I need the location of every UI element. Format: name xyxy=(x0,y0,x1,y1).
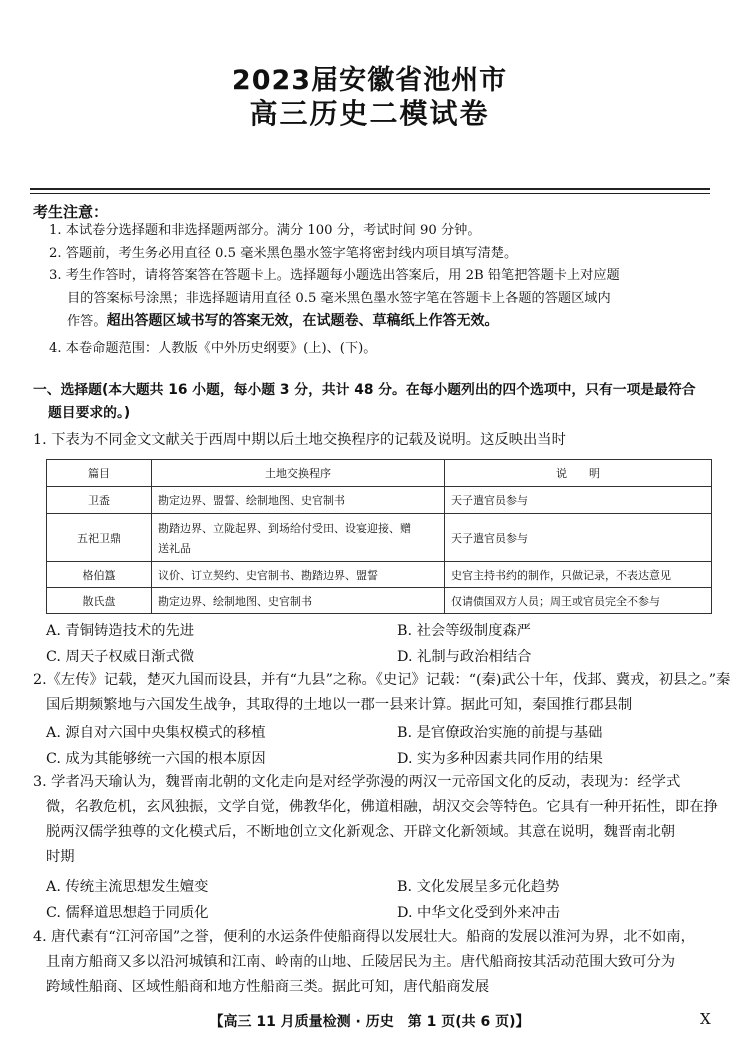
page-footer: 【高三 11 月质量检测 · 历史 第 1 页(共 6 页)】 xyxy=(209,1014,530,1030)
table-cell: 格伯簋 xyxy=(47,562,152,588)
table-cell: 史官主持书约的制作，只做记录，不表达意见 xyxy=(445,562,712,588)
table-cell-line: 送礼品 xyxy=(158,541,191,555)
question-3-line: 微，名教危机，玄风独振，文学自觉，佛教华化，佛道相融，胡汉交会等特色。它具有一种开拓性，即在挣 xyxy=(46,799,718,815)
table-header: 篇目 xyxy=(47,460,152,487)
q2-option-d: D. 实为多种因素共同作用的结果 xyxy=(397,751,603,767)
q1-option-d: D. 礼制与政治相结合 xyxy=(397,649,532,665)
table-row xyxy=(47,562,712,588)
question-4-line: 跨域性船商、区域性船商和地方性船商三类。据此可知，唐代船商发展 xyxy=(46,979,490,995)
question-4-line: 4. 唐代素有“江河帝国”之誉，便利的水运条件使船商得以发展壮大。船商的发展以淮河为界，北不如南， xyxy=(33,929,695,945)
table-row xyxy=(47,588,712,614)
table-cell: 议价、订立契约、史官制书、勘踏边界、盟誓 xyxy=(152,562,445,588)
table-cell: 散氏盘 xyxy=(47,588,152,614)
q3-option-b: B. 文化发展呈多元化趋势 xyxy=(397,879,560,895)
question-3-line: 3. 学者冯天瑜认为，魏晋南北朝的文化走向是对经学弥漫的两汉一元帝国文化的反动，表现为：经学式 xyxy=(33,774,681,790)
table-header-row xyxy=(47,460,712,487)
table-row xyxy=(47,514,712,562)
header-divider-thin xyxy=(30,193,710,194)
question-3-line: 时期 xyxy=(46,849,75,865)
q3-option-d: D. 中华文化受到外来冲击 xyxy=(397,905,561,921)
question-2-line: 国后期频繁地与六国发生战争，其取得的土地以一郡一县来计算。据此可知，秦国推行郡县制 xyxy=(46,697,633,713)
table-header: 土地交换程序 xyxy=(152,460,445,487)
q1-option-c: C. 周天子权威日渐式微 xyxy=(46,649,195,665)
q3-option-a: A. 传统主流思想发生嬗变 xyxy=(46,879,209,895)
question-3-line: 脱两汉儒学独尊的文化模式后，不断地创立文化新观念、开辟文化新领域。其意在说明，魏晋南北朝 xyxy=(46,824,676,840)
table-row xyxy=(47,487,712,514)
notice-item-4: 4. 本卷命题范围：人教版《中外历史纲要》(上)、(下)。 xyxy=(49,341,377,356)
notice-item-3-cont: 目的答案标号涂黑；非选择题请用直径 0.5 毫米黑色墨水签字笔在答题卡上各题的答题区域内 xyxy=(67,291,611,306)
table-cell: 仅请债国双方人员；周王或官员完全不参与 xyxy=(445,588,712,614)
table-cell-multiline xyxy=(152,514,445,562)
table-cell: 卫盉 xyxy=(47,487,152,514)
notice-item-2: 2. 答题前，考生务必用直径 0.5 毫米黑色墨水签字笔将密封线内项目填写清楚。 xyxy=(49,246,518,261)
notice-item-3-cont2 xyxy=(67,313,499,330)
q2-option-c: C. 成为其能够统一六国的根本原因 xyxy=(46,751,266,767)
question-1-stem: 1. 下表为不同金文文献关于西周中期以后土地交换程序的记载及说明。这反映出当时 xyxy=(33,432,566,448)
q1-option-b: B. 社会等级制度森严 xyxy=(397,623,531,639)
table-cell: 勘定边界、盟誓、绘制地图、史官制书 xyxy=(152,487,445,514)
q2-option-a: A. 源自对六国中央集权模式的移植 xyxy=(46,725,266,741)
question-4-line: 且南方船商又多以沿河城镇和江南、岭南的山地、丘陵居民为主。唐代船商按其活动范围大致可分为 xyxy=(46,954,676,970)
table-cell: 勘定边界、绘制地图、史官制书 xyxy=(152,588,445,614)
section-instructions-cont: 题目要求的。) xyxy=(48,405,131,421)
notice-item-3-emphasis: 超出答题区域书写的答案无效，在试题卷、草稿纸上作答无效。 xyxy=(106,313,499,329)
table-cell: 天子遣官员参与 xyxy=(445,487,712,514)
question-1-table xyxy=(46,459,712,614)
section-instructions: 一、选择题(本大题共 16 小题，每小题 3 分，共计 48 分。在每小题列出的四个选项中，只有一项是最符合 xyxy=(33,382,696,398)
q3-option-c: C. 儒释道思想趋于同质化 xyxy=(46,905,209,921)
question-2-line: 2.《左传》记载，楚灭九国而设县，并有“九县”之称。《史记》记载：“(秦)武公十年，伐邽、冀戎，初县之。”秦 xyxy=(33,672,731,688)
table-cell: 五祀卫鼎 xyxy=(47,514,152,562)
footer-mark: X xyxy=(700,1010,711,1028)
table-header: 说 明 xyxy=(445,460,712,487)
q1-option-a: A. 青铜铸造技术的先进 xyxy=(46,623,195,639)
header-divider-thick xyxy=(30,188,710,190)
notice-title: 考生注意： xyxy=(33,203,109,221)
exam-title-line2: 高三历史二模试卷 xyxy=(249,97,490,130)
notice-item-1: 1. 本试卷分选择题和非选择题两部分。满分 100 分，考试时间 90 分钟。 xyxy=(49,223,481,238)
exam-title-line1: 2023届安徽省池州市 xyxy=(231,65,508,96)
table-cell-line: 勘踏边界、立陇起界、到场给付受田、设宴迎接、赠 xyxy=(158,521,411,535)
q2-option-b: B. 是官僚政治实施的前提与基础 xyxy=(397,725,603,741)
table-cell: 天子遣官员参与 xyxy=(445,514,712,562)
notice-item-3: 3. 考生作答时，请将答案答在答题卡上。选择题每小题选出答案后，用 2B 铅笔把答题卡上对应题 xyxy=(49,268,620,283)
notice-item-3-prefix: 作答。 xyxy=(67,314,107,329)
